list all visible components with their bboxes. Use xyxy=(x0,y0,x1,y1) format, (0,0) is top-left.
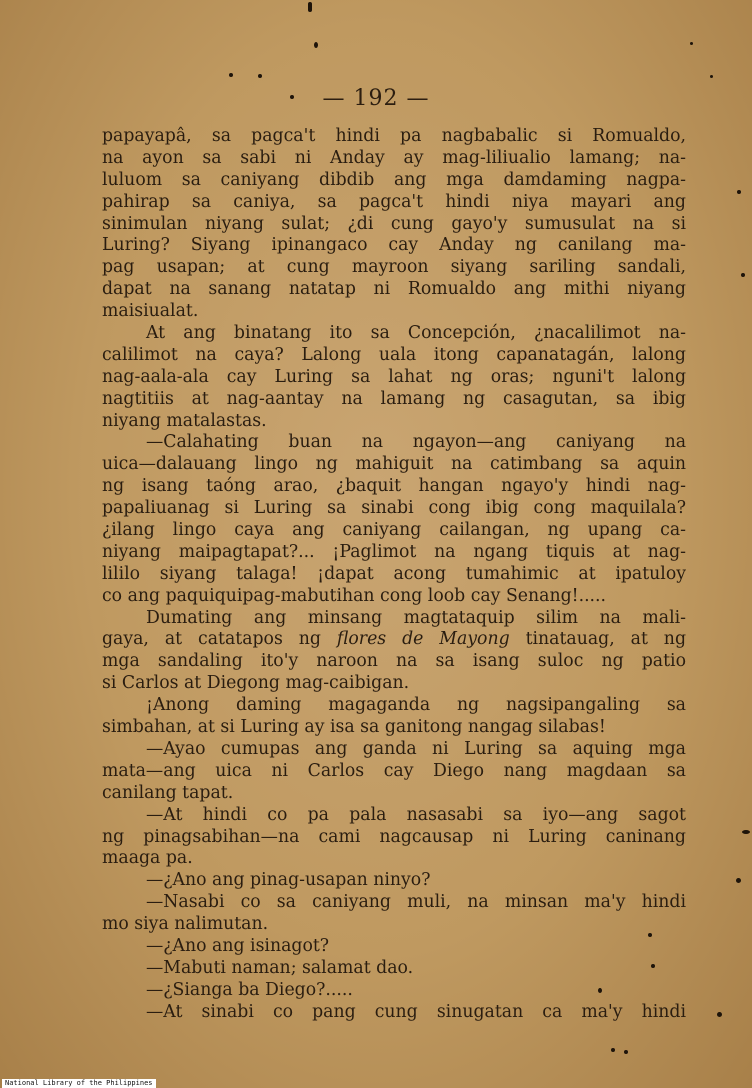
ink-speck xyxy=(717,1012,722,1017)
text-line: ng pinagsabihan—na cami nagcausap ni Luring caninang xyxy=(102,826,686,847)
ink-speck xyxy=(737,190,741,194)
text-line: Dumating ang minsang magtataquip silim na mali- xyxy=(146,607,686,628)
text-line: —¿Ano ang isinagot? xyxy=(146,935,330,956)
text-line: uica—dalauang lingo ng mahiguit na catimbang sa aquin xyxy=(102,454,686,475)
ink-speck xyxy=(651,964,655,968)
text-line: papaliuanag si Luring sa sinabi cong ibig cong maquilala? xyxy=(102,498,686,519)
text-line: co ang paquiquipag-mabutihan cong loob cay Senang!..... xyxy=(102,585,607,606)
text-line: —Mabuti naman; salamat dao. xyxy=(146,957,414,978)
text-line: niyang maipagtapat?... ¡Paglimot na ngang tiquis at nag- xyxy=(102,541,686,562)
ink-speck xyxy=(308,2,312,12)
text-line: —¿Sianga ba Diego?..... xyxy=(146,979,353,1000)
text-line: ¡Anong daming magaganda ng nagsipangaling sa xyxy=(146,695,686,716)
text-line: canilang tapat. xyxy=(102,782,234,803)
page-number: — 192 — xyxy=(322,86,430,111)
ink-speck xyxy=(314,42,318,48)
text-line: calilimot na caya? Lalong uala itong capanatagán, lalong xyxy=(102,344,686,365)
text-line: mo siya nalimutan. xyxy=(102,914,269,935)
ink-speck xyxy=(624,1050,628,1054)
ink-speck xyxy=(710,75,713,78)
text-line: pahirap sa caniya, sa pagca't hindi niya mayari ang xyxy=(102,191,686,212)
text-line: niyang matalastas. xyxy=(102,410,267,431)
text-line: mata—ang uica ni Carlos cay Diego nang magdaan sa xyxy=(102,760,686,781)
text-line: nagtitiis at nag-aantay na lamang ng casagutan, sa ibig xyxy=(102,388,686,409)
text-line: —Ayao cumupas ang ganda ni Luring sa aquing mga xyxy=(146,738,686,759)
ink-speck xyxy=(736,878,741,883)
text-line: ng isang taóng arao, ¿baquit hangan ngayo'y hindi nag- xyxy=(102,476,686,497)
text-line: luluom sa caniyang dibdib ang mga damdaming nagpa- xyxy=(102,169,686,190)
ink-speck xyxy=(258,74,262,78)
text-line: mga sandaling ito'y naroon na sa isang suloc ng patio xyxy=(102,651,686,672)
ink-speck xyxy=(690,42,693,45)
ink-speck xyxy=(611,1048,615,1052)
text-line: lililo siyang talaga! ¡dapat acong tumahimic at ipatuloy xyxy=(102,563,686,584)
text-line: —At sinabi co pang cung sinugatan ca ma'y hindi xyxy=(146,1001,686,1022)
text-line: —Nasabi co sa caniyang muli, na minsan ma'y hindi xyxy=(146,892,686,913)
italic-phrase: flores de Mayong xyxy=(336,629,510,650)
text-line: si Carlos at Diegong mag-caibigan. xyxy=(102,673,410,694)
text-line: pag usapan; at cung mayroon siyang sariling sandali, xyxy=(102,257,686,278)
text-block xyxy=(102,126,686,1024)
ink-speck xyxy=(648,933,652,937)
text-line: At ang binatang ito sa Concepción, ¿nacalilimot na- xyxy=(146,323,686,344)
text-line: simbahan, at si Luring ay isa sa ganitong nangag silabas! xyxy=(102,717,606,738)
text-line: —At hindi co pa pala nasasabi sa iyo—ang sagot xyxy=(146,804,686,825)
text-line: ¿ilang lingo caya ang caniyang cailangan, ng upang ca- xyxy=(102,520,686,541)
text-line: sinimulan niyang sulat; ¿di cung gayo'y sumusulat na si xyxy=(102,213,686,234)
text-line: dapat na sanang natatap ni Romualdo ang mithi niyang xyxy=(102,279,686,300)
ink-speck xyxy=(741,273,745,277)
text-line: Luring? Siyang ipinangaco cay Anday ng canilang ma- xyxy=(102,235,686,256)
text-line: nag-aala-ala cay Luring sa lahat ng oras; nguni't lalong xyxy=(102,366,686,387)
text-line: —Calahating buan na ngayon—ang caniyang na xyxy=(146,432,686,453)
ink-speck xyxy=(290,95,294,99)
ink-speck xyxy=(229,73,233,77)
library-credit: National Library of the Philippines xyxy=(2,1079,156,1088)
text-line: —¿Ano ang pinag-usapan ninyo? xyxy=(146,870,431,891)
text-line: maisiualat. xyxy=(102,301,199,322)
ink-speck xyxy=(598,988,602,993)
text-line: gaya, at catatapos ng flores de Mayong tinatauag, at ng xyxy=(102,629,686,650)
ink-speck xyxy=(742,830,750,834)
text-line: maaga pa. xyxy=(102,848,193,869)
text-line: papayapâ, sa pagca't hindi pa nagbabalic si Romualdo, xyxy=(102,126,686,146)
text-line: na ayon sa sabi ni Anday ay mag-liliualio lamang; na- xyxy=(102,147,686,168)
